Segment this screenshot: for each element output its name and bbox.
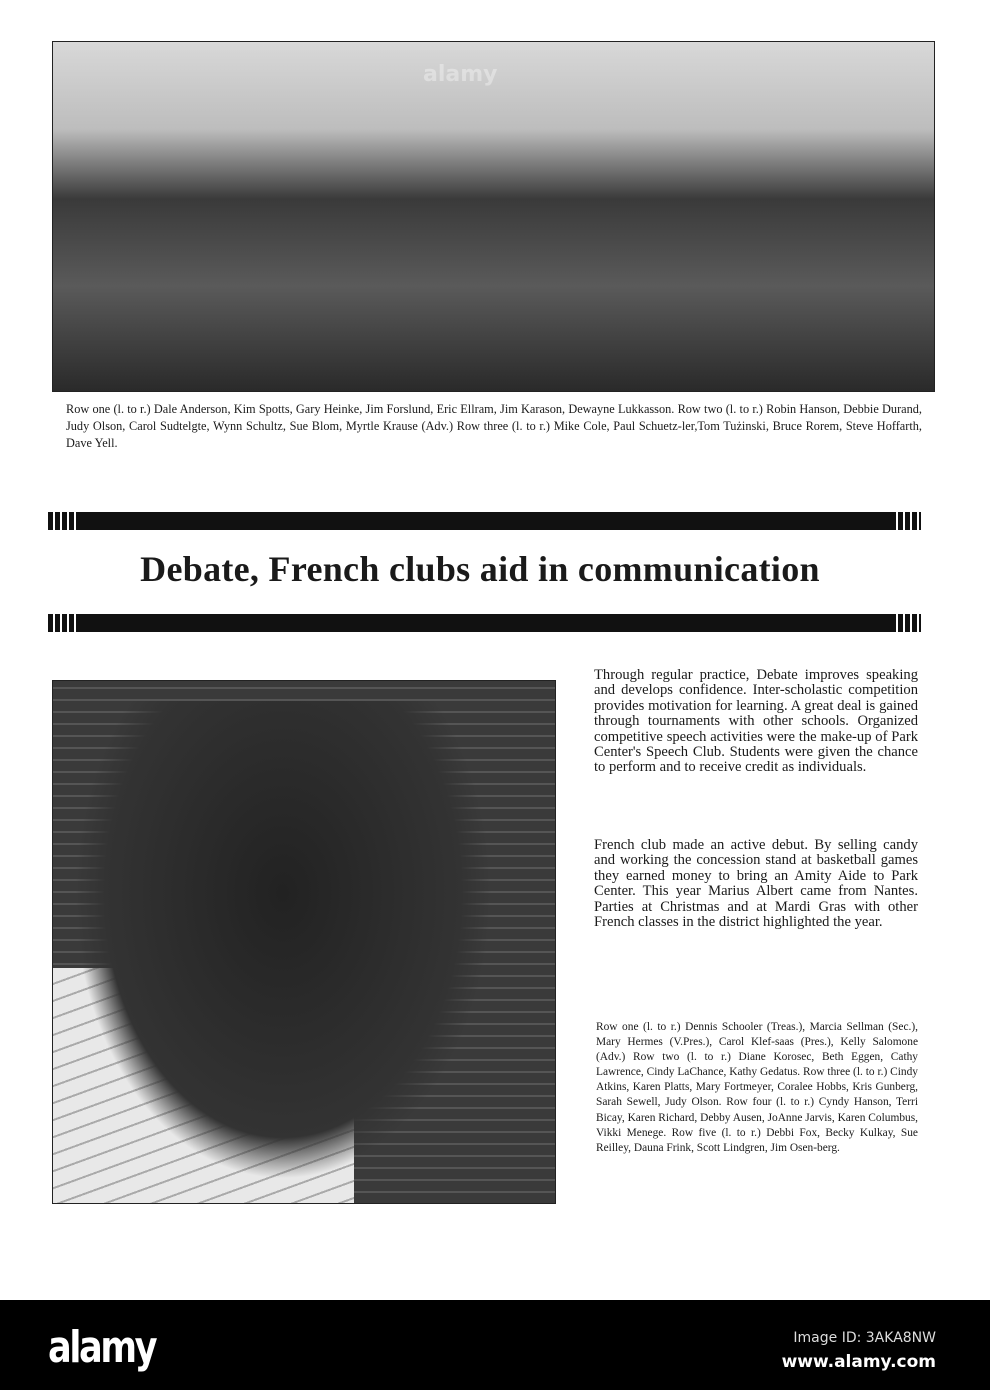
alamy-logo: alamy xyxy=(48,1322,156,1373)
stock-footer xyxy=(0,1300,990,1390)
image-id: Image ID: 3AKA8NW xyxy=(793,1330,936,1346)
site-url: www.alamy.com xyxy=(781,1352,936,1372)
divider-bar-top xyxy=(48,512,921,530)
french-club-paragraph: French club made an active debut. By selling candy and working the concession stand at basketball games they earned money to bring an Amity Aide to Park Center. This year Marius Albert came from Nantes. Parties at Christmas and at Mardi Gras with other French classes in the district highlighted the year. xyxy=(594,837,918,931)
debate-french-club-photo xyxy=(52,680,556,1204)
divider-bar-bottom xyxy=(48,614,921,632)
bottom-photo-caption: Row one (l. to r.) Dennis Schooler (Treas.), Marcia Sellman (Sec.), Mary Hermes (V.Pres.), Carol Klef-saas (Pres.), Kelly Salomone (Adv.) Row two (l. to r.) Diane Korosec, Beth Eggen, Cathy Lawrence, Cindy LaChance, Kathy Gedatus. Row three (l. to r.) Cindy Atkins, Karen Platts, Mary Fortmeyer, Coralee Hobbs, Kris Gunberg, Sarah Sewell, Judy Olson. Row four (l. to r.) Cyndy Hanson, Terri Bicay, Karen Richard, Debby Ausen, JoAnne Jarvis, Karen Columbus, Vikki Menege. Row five (l. to r.) Debbi Fox, Becky Kulkay, Sue Reilley, Dauna Frink, Scott Lindgren, Jim Osen-berg. xyxy=(596,1021,918,1154)
top-photo-caption: Row one (l. to r.) Dale Anderson, Kim Spotts, Gary Heinke, Jim Forslund, Eric Ellram, Jim Karason, Dewayne Lukkasson. Row two (l. to r.) Robin Hanson, Debbie Durand, Judy Olson, Carol Sudtelgte, Wynn Schultz, Sue Blom, Myrtle Krause (Adv.) Row three (l. to r.) Mike Cole, Paul Schuetz-ler,Tom Tużinski, Bruce Rorem, Steve Hoffarth, Dave Yell. xyxy=(66,402,922,450)
group-of-students xyxy=(73,701,493,1181)
debate-paragraph: Through regular practice, Debate improves speaking and develops confidence. Inter-scholastic competition provides motivation for learning. A great deal is gained through tournaments with other schools. Organized competitive speech activities were the make-up of Park Center's Speech Club. Students were given the chance to perform and to receive credit as individuals. xyxy=(594,667,918,776)
club-group-photo-top xyxy=(52,41,935,392)
page-headline: Debate, French clubs aid in communication xyxy=(140,549,820,589)
watermark: alamy xyxy=(423,62,498,87)
